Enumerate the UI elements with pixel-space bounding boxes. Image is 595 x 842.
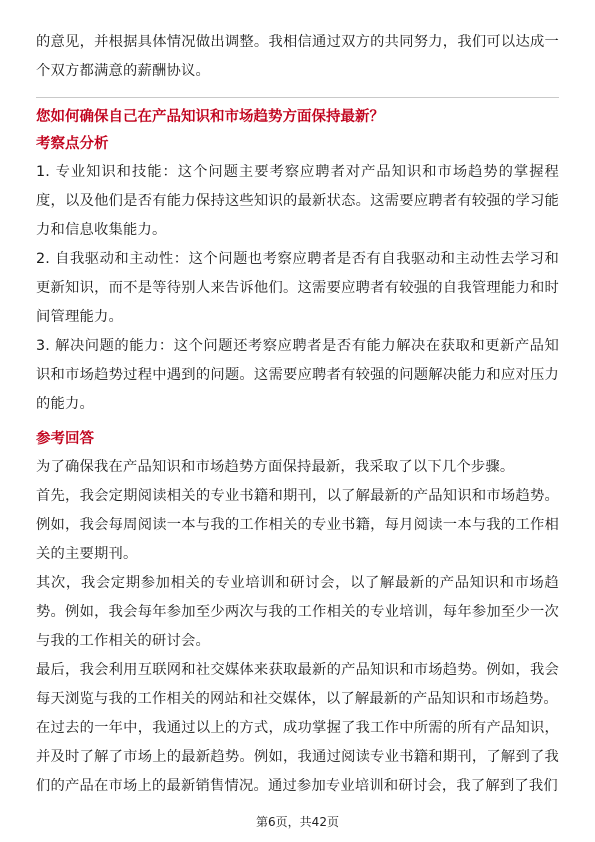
answer-title: 参考回答 — [36, 431, 94, 447]
intro-paragraph: 的意见，并根据具体情况做出调整。我相信通过双方的共同努力，我们可以达成一个双方都满意的薪酬协议。 — [36, 34, 559, 79]
document-page — [36, 28, 559, 801]
section-divider — [36, 97, 559, 98]
analysis-point: 1. 专业知识和技能：这个问题主要考察应聘者对产品知识和市场趋势的掌握程度，以及他们是否有能力保持这些知识的最新状态。这需要应聘者有较强的学习能力和信息收集能力。 — [36, 164, 559, 238]
answer-paragraph: 最后，我会利用互联网和社交媒体来获取最新的产品知识和市场趋势。例如，我会每天浏览与我的工作相关的网站和社交媒体，以了解最新的产品知识和市场趋势。 — [36, 662, 559, 707]
page-number: 第6页，共42页 — [256, 815, 339, 829]
answer-paragraph: 在过去的一年中，我通过以上的方式，成功掌握了我工作中所需的所有产品知识，并及时了解了市场上的最新趋势。例如，我通过阅读专业书籍和期刊，了解到了我们的产品在市场上的最新销售情况。通过参加专业培训和研讨会，我了解到了我们 — [36, 720, 559, 794]
analysis-title: 考察点分析 — [36, 136, 109, 152]
answer-paragraph: 其次，我会定期参加相关的专业培训和研讨会，以了解最新的产品知识和市场趋势。例如，我会每年参加至少两次与我的工作相关的专业培训，每年参加至少一次与我的工作相关的研讨会。 — [36, 575, 559, 649]
analysis-point: 3. 解决问题的能力：这个问题还考察应聘者是否有能力解决在获取和更新产品知识和市场趋势过程中遇到的问题。这需要应聘者有较强的问题解决能力和应对压力的能力。 — [36, 338, 559, 412]
question-heading: 您如何确保自己在产品知识和市场趋势方面保持最新？ — [36, 109, 384, 125]
answer-paragraph: 为了确保我在产品知识和市场趋势方面保持最新，我采取了以下几个步骤。 — [36, 459, 515, 475]
analysis-point: 2. 自我驱动和主动性：这个问题也考察应聘者是否有自我驱动和主动性去学习和更新知识，而不是等待别人来告诉他们。这需要应聘者有较强的自我管理能力和时间管理能力。 — [36, 251, 559, 325]
answer-paragraph: 首先，我会定期阅读相关的专业书籍和期刊，以了解最新的产品知识和市场趋势。例如，我会每周阅读一本与我的工作相关的专业书籍，每月阅读一本与我的工作相关的主要期刊。 — [36, 488, 559, 562]
